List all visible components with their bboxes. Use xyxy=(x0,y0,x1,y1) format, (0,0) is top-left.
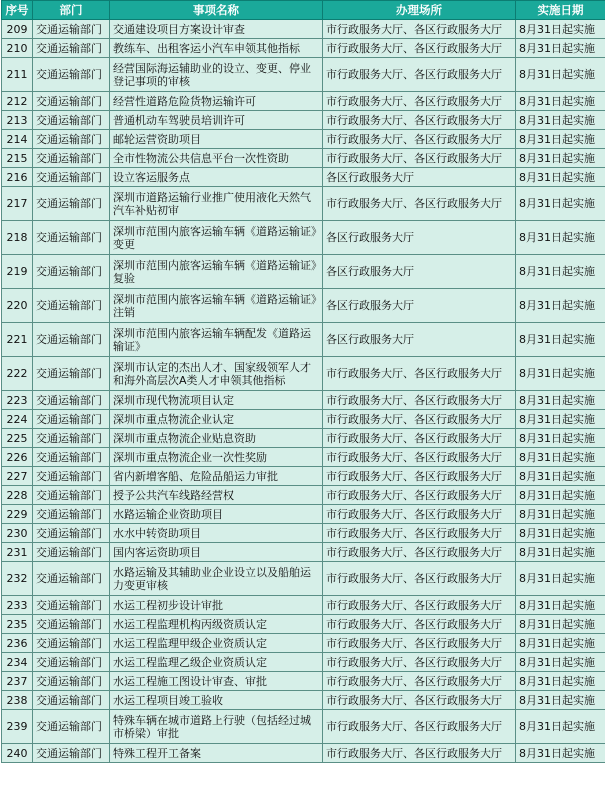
cell-name: 水路运输及其辅助业企业设立以及船舶运力变更审核 xyxy=(110,562,323,596)
cell-no: 215 xyxy=(2,149,33,168)
cell-name: 水路运输企业资助项目 xyxy=(110,505,323,524)
cell-dept: 交通运输部门 xyxy=(33,130,110,149)
table-row xyxy=(2,111,605,130)
cell-dept: 交通运输部门 xyxy=(33,149,110,168)
cell-dept: 交通运输部门 xyxy=(33,524,110,543)
cell-no: 223 xyxy=(2,391,33,410)
cell-dept: 交通运输部门 xyxy=(33,391,110,410)
cell-no: 219 xyxy=(2,255,33,289)
cell-date: 8月31日起实施 xyxy=(516,187,605,221)
cell-name: 经营国际海运辅助业的设立、变更、停业登记事项的审核 xyxy=(110,58,323,92)
header-name: 事项名称 xyxy=(110,1,323,20)
cell-dept: 交通运输部门 xyxy=(33,429,110,448)
cell-name: 水运工程初步设计审批 xyxy=(110,596,323,615)
cell-place: 市行政服务大厅、各区行政服务大厅 xyxy=(323,486,516,505)
cell-place: 市行政服务大厅、各区行政服务大厅 xyxy=(323,672,516,691)
cell-dept: 交通运输部门 xyxy=(33,39,110,58)
cell-place: 各区行政服务大厅 xyxy=(323,168,516,187)
cell-date: 8月31日起实施 xyxy=(516,20,605,39)
cell-no: 233 xyxy=(2,596,33,615)
cell-name: 国内客运资助项目 xyxy=(110,543,323,562)
table-row xyxy=(2,429,605,448)
cell-dept: 交通运输部门 xyxy=(33,221,110,255)
cell-date: 8月31日起实施 xyxy=(516,634,605,653)
cell-place: 市行政服务大厅、各区行政服务大厅 xyxy=(323,691,516,710)
cell-date: 8月31日起实施 xyxy=(516,562,605,596)
cell-place: 市行政服务大厅、各区行政服务大厅 xyxy=(323,615,516,634)
cell-dept: 交通运输部门 xyxy=(33,634,110,653)
cell-dept: 交通运输部门 xyxy=(33,111,110,130)
cell-date: 8月31日起实施 xyxy=(516,149,605,168)
cell-dept: 交通运输部门 xyxy=(33,448,110,467)
cell-name: 经营性道路危险货物运输许可 xyxy=(110,92,323,111)
table-row xyxy=(2,524,605,543)
cell-place: 各区行政服务大厅 xyxy=(323,323,516,357)
cell-name: 深圳市范围内旅客运输车辆《道路运输证》复验 xyxy=(110,255,323,289)
cell-name: 全市性物流公共信息平台一次性资助 xyxy=(110,149,323,168)
cell-name: 深圳市认定的杰出人才、国家级领军人才和海外高层次A类人才申领其他指标 xyxy=(110,357,323,391)
table-row xyxy=(2,615,605,634)
cell-date: 8月31日起实施 xyxy=(516,221,605,255)
cell-dept: 交通运输部门 xyxy=(33,187,110,221)
table-row xyxy=(2,410,605,429)
table-row xyxy=(2,58,605,92)
cell-no: 220 xyxy=(2,289,33,323)
cell-place: 市行政服务大厅、各区行政服务大厅 xyxy=(323,357,516,391)
cell-dept: 交通运输部门 xyxy=(33,543,110,562)
cell-name: 深圳市重点物流企业认定 xyxy=(110,410,323,429)
cell-date: 8月31日起实施 xyxy=(516,168,605,187)
cell-dept: 交通运输部门 xyxy=(33,92,110,111)
header-date: 实施日期 xyxy=(516,1,605,20)
cell-name: 授予公共汽车线路经营权 xyxy=(110,486,323,505)
cell-dept: 交通运输部门 xyxy=(33,505,110,524)
cell-place: 市行政服务大厅、各区行政服务大厅 xyxy=(323,710,516,744)
cell-date: 8月31日起实施 xyxy=(516,543,605,562)
table-row xyxy=(2,562,605,596)
table-row xyxy=(2,653,605,672)
cell-place: 市行政服务大厅、各区行政服务大厅 xyxy=(323,391,516,410)
cell-dept: 交通运输部门 xyxy=(33,596,110,615)
header-place: 办理场所 xyxy=(323,1,516,20)
cell-dept: 交通运输部门 xyxy=(33,289,110,323)
cell-date: 8月31日起实施 xyxy=(516,130,605,149)
cell-name: 深圳市道路运输行业推广使用液化天然气汽车补贴初审 xyxy=(110,187,323,221)
cell-date: 8月31日起实施 xyxy=(516,596,605,615)
cell-name: 交通建设项目方案设计审查 xyxy=(110,20,323,39)
cell-date: 8月31日起实施 xyxy=(516,691,605,710)
cell-date: 8月31日起实施 xyxy=(516,391,605,410)
cell-dept: 交通运输部门 xyxy=(33,710,110,744)
cell-no: 226 xyxy=(2,448,33,467)
header-no: 序号 xyxy=(2,1,33,20)
cell-place: 市行政服务大厅、各区行政服务大厅 xyxy=(323,448,516,467)
table-row xyxy=(2,710,605,744)
table-row xyxy=(2,39,605,58)
cell-date: 8月31日起实施 xyxy=(516,58,605,92)
cell-date: 8月31日起实施 xyxy=(516,357,605,391)
cell-name: 邮轮运营资助项目 xyxy=(110,130,323,149)
cell-no: 211 xyxy=(2,58,33,92)
table-row xyxy=(2,744,605,763)
cell-place: 市行政服务大厅、各区行政服务大厅 xyxy=(323,92,516,111)
cell-date: 8月31日起实施 xyxy=(516,448,605,467)
cell-no: 218 xyxy=(2,221,33,255)
cell-date: 8月31日起实施 xyxy=(516,289,605,323)
cell-name: 深圳市现代物流项目认定 xyxy=(110,391,323,410)
cell-date: 8月31日起实施 xyxy=(516,255,605,289)
table-row xyxy=(2,323,605,357)
cell-name: 水运工程监理机构丙级资质认定 xyxy=(110,615,323,634)
cell-name: 教练车、出租客运小汽车申领其他指标 xyxy=(110,39,323,58)
cell-no: 216 xyxy=(2,168,33,187)
table-row xyxy=(2,92,605,111)
cell-name: 深圳市范围内旅客运输车辆《道路运输证》变更 xyxy=(110,221,323,255)
cell-place: 市行政服务大厅、各区行政服务大厅 xyxy=(323,467,516,486)
cell-no: 230 xyxy=(2,524,33,543)
table-row xyxy=(2,130,605,149)
cell-no: 237 xyxy=(2,672,33,691)
cell-dept: 交通运输部门 xyxy=(33,410,110,429)
cell-place: 市行政服务大厅、各区行政服务大厅 xyxy=(323,187,516,221)
cell-date: 8月31日起实施 xyxy=(516,410,605,429)
cell-date: 8月31日起实施 xyxy=(516,39,605,58)
cell-no: 212 xyxy=(2,92,33,111)
cell-name: 水运工程项目竣工验收 xyxy=(110,691,323,710)
cell-place: 各区行政服务大厅 xyxy=(323,255,516,289)
table-row xyxy=(2,448,605,467)
cell-place: 市行政服务大厅、各区行政服务大厅 xyxy=(323,58,516,92)
cell-dept: 交通运输部门 xyxy=(33,486,110,505)
cell-no: 240 xyxy=(2,744,33,763)
cell-no: 214 xyxy=(2,130,33,149)
cell-place: 市行政服务大厅、各区行政服务大厅 xyxy=(323,543,516,562)
cell-date: 8月31日起实施 xyxy=(516,710,605,744)
cell-place: 各区行政服务大厅 xyxy=(323,221,516,255)
cell-date: 8月31日起实施 xyxy=(516,615,605,634)
cell-place: 市行政服务大厅、各区行政服务大厅 xyxy=(323,20,516,39)
header-dept: 部门 xyxy=(33,1,110,20)
cell-name: 特殊车辆在城市道路上行驶（包括经过城市桥梁）审批 xyxy=(110,710,323,744)
cell-dept: 交通运输部门 xyxy=(33,744,110,763)
cell-dept: 交通运输部门 xyxy=(33,255,110,289)
cell-dept: 交通运输部门 xyxy=(33,691,110,710)
table-row xyxy=(2,486,605,505)
cell-name: 深圳市重点物流企业贴息资助 xyxy=(110,429,323,448)
cell-name: 水运工程监理甲级企业资质认定 xyxy=(110,634,323,653)
cell-place: 市行政服务大厅、各区行政服务大厅 xyxy=(323,429,516,448)
cell-no: 210 xyxy=(2,39,33,58)
cell-place: 市行政服务大厅、各区行政服务大厅 xyxy=(323,653,516,672)
header-row xyxy=(2,1,605,20)
cell-no: 228 xyxy=(2,486,33,505)
table-row xyxy=(2,467,605,486)
cell-no: 217 xyxy=(2,187,33,221)
cell-place: 市行政服务大厅、各区行政服务大厅 xyxy=(323,410,516,429)
cell-no: 232 xyxy=(2,562,33,596)
cell-date: 8月31日起实施 xyxy=(516,653,605,672)
cell-place: 市行政服务大厅、各区行政服务大厅 xyxy=(323,524,516,543)
cell-place: 市行政服务大厅、各区行政服务大厅 xyxy=(323,505,516,524)
table-row xyxy=(2,168,605,187)
cell-name: 水运工程施工图设计审查、审批 xyxy=(110,672,323,691)
services-table xyxy=(1,0,605,763)
cell-no: 222 xyxy=(2,357,33,391)
table-row xyxy=(2,672,605,691)
cell-date: 8月31日起实施 xyxy=(516,672,605,691)
cell-date: 8月31日起实施 xyxy=(516,524,605,543)
cell-dept: 交通运输部门 xyxy=(33,168,110,187)
cell-place: 市行政服务大厅、各区行政服务大厅 xyxy=(323,111,516,130)
cell-no: 238 xyxy=(2,691,33,710)
cell-no: 221 xyxy=(2,323,33,357)
cell-dept: 交通运输部门 xyxy=(33,20,110,39)
cell-name: 省内新增客船、危险品船运力审批 xyxy=(110,467,323,486)
cell-no: 229 xyxy=(2,505,33,524)
cell-place: 市行政服务大厅、各区行政服务大厅 xyxy=(323,562,516,596)
table-row xyxy=(2,187,605,221)
cell-date: 8月31日起实施 xyxy=(516,467,605,486)
table-row xyxy=(2,357,605,391)
cell-dept: 交通运输部门 xyxy=(33,58,110,92)
cell-place: 市行政服务大厅、各区行政服务大厅 xyxy=(323,634,516,653)
cell-place: 市行政服务大厅、各区行政服务大厅 xyxy=(323,130,516,149)
cell-date: 8月31日起实施 xyxy=(516,92,605,111)
cell-dept: 交通运输部门 xyxy=(33,653,110,672)
table-row xyxy=(2,255,605,289)
table-row xyxy=(2,596,605,615)
cell-no: 235 xyxy=(2,615,33,634)
cell-no: 209 xyxy=(2,20,33,39)
cell-name: 普通机动车驾驶员培训许可 xyxy=(110,111,323,130)
cell-place: 市行政服务大厅、各区行政服务大厅 xyxy=(323,39,516,58)
cell-date: 8月31日起实施 xyxy=(516,744,605,763)
cell-no: 224 xyxy=(2,410,33,429)
cell-place: 市行政服务大厅、各区行政服务大厅 xyxy=(323,596,516,615)
cell-date: 8月31日起实施 xyxy=(516,429,605,448)
table-row xyxy=(2,289,605,323)
cell-name: 设立客运服务点 xyxy=(110,168,323,187)
table-row xyxy=(2,505,605,524)
table-row xyxy=(2,543,605,562)
table-row xyxy=(2,691,605,710)
table-row xyxy=(2,149,605,168)
cell-no: 213 xyxy=(2,111,33,130)
cell-dept: 交通运输部门 xyxy=(33,467,110,486)
cell-place: 各区行政服务大厅 xyxy=(323,289,516,323)
cell-name: 深圳市范围内旅客运输车辆配发《道路运输证》 xyxy=(110,323,323,357)
cell-date: 8月31日起实施 xyxy=(516,486,605,505)
cell-name: 深圳市重点物流企业一次性奖励 xyxy=(110,448,323,467)
table-row xyxy=(2,20,605,39)
cell-date: 8月31日起实施 xyxy=(516,505,605,524)
cell-no: 234 xyxy=(2,653,33,672)
cell-no: 225 xyxy=(2,429,33,448)
table-row xyxy=(2,221,605,255)
cell-no: 231 xyxy=(2,543,33,562)
cell-dept: 交通运输部门 xyxy=(33,357,110,391)
cell-dept: 交通运输部门 xyxy=(33,323,110,357)
cell-place: 市行政服务大厅、各区行政服务大厅 xyxy=(323,744,516,763)
cell-place: 市行政服务大厅、各区行政服务大厅 xyxy=(323,149,516,168)
cell-dept: 交通运输部门 xyxy=(33,672,110,691)
cell-no: 236 xyxy=(2,634,33,653)
cell-name: 特殊工程开工备案 xyxy=(110,744,323,763)
cell-dept: 交通运输部门 xyxy=(33,615,110,634)
cell-name: 水运工程监理乙级企业资质认定 xyxy=(110,653,323,672)
cell-no: 239 xyxy=(2,710,33,744)
cell-no: 227 xyxy=(2,467,33,486)
cell-date: 8月31日起实施 xyxy=(516,111,605,130)
table-row xyxy=(2,391,605,410)
table-row xyxy=(2,634,605,653)
cell-name: 深圳市范围内旅客运输车辆《道路运输证》注销 xyxy=(110,289,323,323)
cell-name: 水水中转资助项目 xyxy=(110,524,323,543)
cell-date: 8月31日起实施 xyxy=(516,323,605,357)
cell-dept: 交通运输部门 xyxy=(33,562,110,596)
